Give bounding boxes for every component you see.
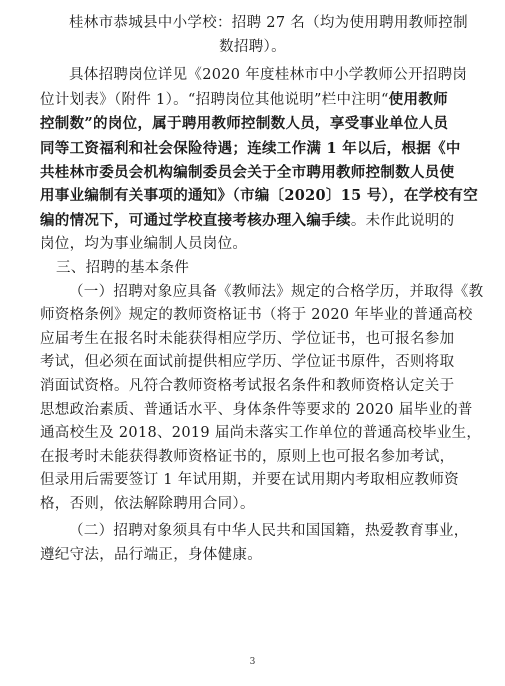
- text-line: 应届考生在报名时未能获得相应学历、学位证书，也可报名参加: [40, 330, 455, 347]
- text-line: 通高校生及 2018、2019 届尚未落实工作单位的普通高校毕业生，: [40, 425, 482, 442]
- text-line: 岗位，均为事业编制人员岗位。: [40, 236, 248, 253]
- text-line: 具体招聘岗位详见《2020 年度桂林市中小学教师公开招聘岗: [69, 67, 468, 84]
- text-line: 思想政治素质、普通话水平、身体条件等要求的 2020 届毕业的普: [40, 401, 473, 418]
- bold-text: 编的情况下，可通过学校直接考核办理入编手续: [40, 211, 351, 229]
- text-line: （二）招聘对象须具有中华人民共和国国籍，热爱教育事业，: [69, 523, 469, 540]
- paragraph-gongcheng: [40, 12, 468, 59]
- text-line: 消面试资格。凡符合教师资格考试报名条件和教师资格认定关于: [40, 377, 455, 394]
- text-line: 师资格条例》规定的教师资格证书（将于 2020 年毕业的普通高校: [40, 307, 473, 324]
- bold-text: 用事业编制有关事项的通知: [40, 187, 218, 205]
- text-line: 数招聘）。: [219, 38, 286, 55]
- text-line: 遵纪守法，品行端正，身体健康。: [40, 547, 262, 564]
- section-heading: 三、招聘的基本条件: [56, 259, 190, 276]
- text-line: （一）招聘对象应具备《教师法》规定的合格学历，并取得《教: [69, 283, 484, 300]
- text-line: 考试，但必须在面试前提供相应学历、学位证书原件，否则将取: [40, 354, 455, 371]
- text-line: [40, 209, 465, 234]
- text-line: 共桂林市委员会机构编制委员会关于全市聘用教师控制数人员使: [40, 163, 455, 181]
- text-line: 桂林市恭城县中小学校：招聘 27 名（均为使用聘用教师控制: [69, 15, 468, 31]
- bold-text: 使用教师: [388, 90, 448, 108]
- text-line: 格，否则，依法解除聘用合同）。: [40, 495, 255, 512]
- text-line: [40, 112, 465, 137]
- text-line: 在报考时未能获得教师资格证书的，原则上也可报名参加考试，: [40, 448, 455, 465]
- text-line: 但录用后需要签订 1 年试用期，并要在试用期内考取相应教师资: [40, 472, 459, 489]
- text-line: 同等工资福利和社会保险待遇；连续工作满 1 年以后，根据《中: [40, 139, 461, 157]
- paragraph-nationality: [40, 520, 469, 567]
- text-line: [40, 184, 478, 209]
- bold-text: 控制数: [40, 115, 85, 133]
- bold-text: 》（市编〔2020〕15 号），在学校有空: [217, 187, 478, 205]
- bold-text: ”的岗位，属于聘用教师控制数人员，享受事业单位人员: [84, 115, 449, 133]
- page-number: 3: [249, 657, 256, 667]
- text-line: [40, 88, 465, 113]
- text-run: 位计划表》（附件 1）。“招聘岗位其他说明”栏中注明“: [40, 91, 389, 108]
- paragraph-qualification: [40, 281, 484, 517]
- paragraph-positions: [40, 64, 478, 257]
- text-run: 。未作此说明的: [350, 212, 455, 229]
